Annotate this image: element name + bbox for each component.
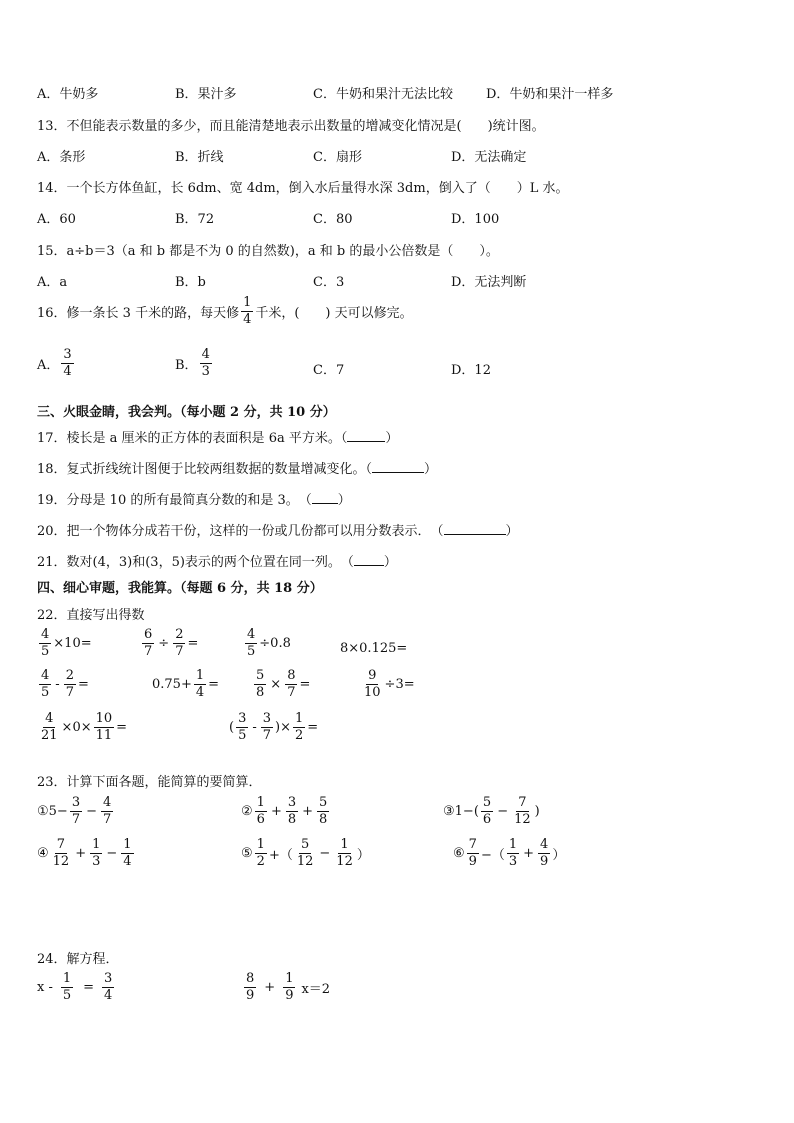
q23-item-1 [37, 796, 115, 826]
numerator: 3 [262, 711, 272, 726]
close-paren: ） [424, 462, 438, 477]
denominator: 7 [287, 684, 296, 700]
q14-option-b: B．72 [175, 212, 215, 227]
expr-text: 1−( [454, 803, 479, 819]
denominator: 7 [262, 727, 272, 743]
numerator: 5 [482, 795, 492, 810]
close-paren: ） [383, 555, 397, 570]
q16-option-d: D．12 [451, 363, 491, 378]
denominator: 9 [246, 987, 255, 1003]
fraction [94, 712, 115, 742]
fraction [101, 796, 113, 826]
q17-line [37, 427, 398, 446]
fraction [51, 838, 72, 868]
q22-item [37, 628, 92, 658]
q13-option-b: B．折线 [175, 150, 224, 165]
fraction [293, 712, 305, 742]
denominator: 7 [103, 811, 112, 827]
denominator: 4 [104, 987, 113, 1003]
operator: − [106, 845, 118, 861]
q23-heading: 23．计算下面各题，能简算的要简算． [37, 775, 262, 790]
denominator: 4 [243, 311, 252, 327]
fraction [245, 628, 257, 658]
operator: + [523, 845, 535, 861]
close-paren: ） [385, 431, 399, 446]
q15-option-a: A．a [37, 275, 68, 290]
expr-text: = [187, 635, 199, 651]
expr-text: ÷0.8 [259, 635, 291, 651]
numerator: 6 [144, 627, 153, 642]
denominator: 5 [62, 987, 72, 1003]
numerator: 3 [71, 795, 81, 810]
numerator: 3 [63, 347, 72, 362]
numerator: 1 [195, 668, 205, 683]
expr-text: ( [229, 719, 235, 735]
expr-text: x - [37, 979, 53, 995]
fraction [254, 669, 266, 699]
q15-option-d: D．无法判断 [451, 275, 527, 290]
numerator: 4 [41, 668, 50, 683]
q13-option-d: D．无法确定 [451, 150, 527, 165]
q22-item [152, 669, 219, 699]
fraction [61, 972, 73, 1002]
q22-item [252, 669, 310, 699]
q12-option-a: A．牛奶多 [37, 87, 99, 102]
numerator: 4 [247, 627, 256, 642]
option-label: B． [175, 357, 198, 373]
q16-option-a [37, 348, 76, 378]
operator: + [75, 845, 87, 861]
q13-option-a: A．条形 [37, 150, 86, 165]
numerator: 3 [238, 711, 247, 726]
operator: − [497, 803, 509, 819]
fraction [507, 838, 519, 868]
denominator: 7 [65, 684, 74, 700]
fraction [255, 838, 267, 868]
q22-item [243, 628, 291, 658]
operator: - [55, 676, 60, 692]
expr-text: )× [275, 719, 292, 735]
fraction [261, 712, 273, 742]
q23-item-4 [37, 838, 136, 868]
section-3-heading: 三、火眼金睛，我会判。（每小题 2 分，共 10 分） [37, 405, 336, 420]
fraction [194, 669, 206, 699]
q16-post: 千米，( ) 天可以修完。 [255, 305, 413, 321]
denominator: 12 [514, 811, 531, 827]
q14-option-c: C．80 [313, 212, 353, 227]
expr-text: = [299, 676, 311, 692]
fraction [295, 838, 316, 868]
q17-text: 17．棱长是 a 厘米的正方体的表面积是 6a 平方米。（ [37, 431, 348, 446]
numerator: 7 [56, 837, 66, 852]
q12-option-c: C．牛奶和果汁无法比较 [313, 87, 453, 102]
denominator: 4 [195, 684, 205, 700]
numerator: 1 [340, 837, 349, 852]
option-fraction [200, 348, 212, 378]
answer-blank[interactable] [354, 553, 384, 566]
fraction [244, 972, 256, 1002]
numerator: 2 [65, 668, 74, 683]
q23-item-2 [241, 796, 331, 826]
fraction [173, 628, 185, 658]
denominator: 3 [201, 363, 210, 379]
fraction [39, 628, 51, 658]
expr-text: ) [534, 803, 540, 819]
expr-text: ） [356, 847, 370, 863]
q16-option-b [175, 348, 214, 378]
q14-text: 14．一个长方体鱼缸，长 6dm、宽 4dm，倒入水后量得水深 3dm，倒入了（ ）L 水。 [37, 181, 569, 196]
q14-option-d: D．100 [451, 212, 500, 227]
q21-text: 21．数对(4，3)和(3，5)表示的两个位置在同一列。 （ [37, 555, 354, 570]
operator: ÷ [158, 635, 170, 651]
item-number: ① [37, 803, 49, 819]
expr-text: = [77, 676, 89, 692]
numerator: 1 [508, 837, 518, 852]
q23-item-5 [241, 838, 370, 868]
fraction [255, 796, 267, 826]
answer-blank[interactable] [372, 460, 424, 473]
expr-text: ） [552, 847, 566, 863]
q15-text: 15．a÷b＝3（a 和 b 都是不为 0 的自然数)，a 和 b 的最小公倍数是（ ）。 [37, 244, 499, 259]
q22-item [37, 669, 89, 699]
denominator: 12 [52, 853, 70, 869]
fraction [538, 838, 550, 868]
option-label: A． [37, 357, 60, 373]
numerator: 4 [201, 347, 210, 362]
answer-blank[interactable] [444, 522, 506, 535]
numerator: 1 [243, 295, 252, 310]
numerator: 1 [256, 795, 265, 810]
fraction [467, 838, 479, 868]
numerator: 8 [287, 668, 296, 683]
q20-line [37, 520, 519, 539]
q22-item [37, 712, 127, 742]
denominator: 6 [256, 811, 265, 827]
denominator: 4 [63, 363, 72, 379]
q15-option-b: B．b [175, 275, 206, 290]
denominator: 12 [296, 853, 314, 869]
answer-blank[interactable] [312, 491, 338, 504]
numerator: 3 [104, 971, 113, 986]
q16-pre: 16．修一条长 3 千米的路，每天修 [37, 305, 240, 321]
q19-text: 19．分母是 10 的所有最简真分数的和是 3。 （ [37, 493, 312, 508]
numerator: 5 [300, 837, 310, 852]
expr-text: ×0× [61, 719, 92, 735]
denominator: 7 [175, 643, 184, 659]
q23-item-3 [443, 796, 540, 826]
fraction [39, 669, 51, 699]
fraction [285, 669, 297, 699]
numerator: 5 [256, 668, 265, 683]
numerator: 1 [256, 837, 265, 852]
numerator: 7 [468, 837, 477, 852]
denominator: 6 [482, 811, 492, 827]
q24-equation-2 [238, 972, 330, 1002]
numerator: 4 [45, 711, 54, 726]
fraction [283, 972, 295, 1002]
q15-option-c: C．3 [313, 275, 345, 290]
close-paren: ） [337, 493, 351, 508]
denominator: 8 [287, 811, 297, 827]
denominator: 12 [336, 853, 353, 869]
fraction [512, 796, 533, 826]
numerator: 9 [368, 668, 377, 683]
numerator: 4 [103, 795, 112, 810]
numerator: 2 [175, 627, 184, 642]
q12-option-b: B．果汁多 [175, 87, 237, 102]
numerator: 4 [540, 837, 549, 852]
denominator: 21 [41, 727, 58, 743]
operator: × [270, 676, 282, 692]
expr-text: ×10= [53, 635, 92, 651]
expr-text: x＝2 [301, 981, 331, 997]
fraction [39, 712, 60, 742]
item-number: ⑤ [241, 845, 253, 861]
denominator: 7 [144, 643, 153, 659]
numerator: 1 [92, 837, 101, 852]
fraction [90, 838, 102, 868]
fraction [362, 669, 383, 699]
operator: = [83, 979, 95, 995]
q22-item [140, 628, 198, 658]
denominator: 5 [41, 684, 50, 700]
denominator: 9 [540, 853, 549, 869]
denominator: 4 [123, 853, 132, 869]
answer-blank[interactable] [347, 429, 385, 442]
q16-text [37, 296, 413, 326]
expr-text: −（ [480, 847, 505, 863]
q22-item [360, 669, 415, 699]
fraction [481, 796, 493, 826]
numerator: 1 [285, 971, 294, 986]
denominator: 5 [41, 643, 50, 659]
q16-fraction [241, 296, 253, 326]
denominator: 7 [71, 811, 81, 827]
denominator: 8 [319, 811, 328, 827]
fraction [286, 796, 298, 826]
q22-heading: 22．直接写出得数 [37, 608, 145, 623]
denominator: 5 [238, 727, 247, 743]
denominator: 5 [247, 643, 256, 659]
q16-option-c: C．7 [313, 363, 345, 378]
numerator: 3 [287, 795, 297, 810]
denominator: 2 [295, 727, 304, 743]
operator: − [86, 803, 98, 819]
numerator: 10 [95, 711, 113, 726]
q19-line [37, 489, 351, 508]
fraction [102, 972, 114, 1002]
operator: + [264, 979, 276, 995]
numerator: 8 [246, 971, 255, 986]
item-number: ② [241, 803, 253, 819]
fraction [64, 669, 76, 699]
q18-line [37, 458, 437, 477]
section-4-heading: 四、细心审题，我能算。（每题 6 分，共 18 分） [37, 581, 323, 596]
expr-text: ÷3= [384, 676, 415, 692]
q12-option-d: D．牛奶和果汁一样多 [486, 87, 614, 102]
fraction [70, 796, 82, 826]
numerator: 1 [123, 837, 132, 852]
operator: − [319, 845, 331, 861]
numerator: 7 [518, 795, 527, 810]
denominator: 9 [285, 987, 294, 1003]
operator: + [270, 803, 282, 819]
fraction [334, 838, 355, 868]
item-number: ⑥ [453, 845, 465, 861]
expr-text: 5− [48, 803, 68, 819]
q13-text: 13．不但能表示数量的多少，而且能清楚地表示出数量的增减变化情况是( )统计图。 [37, 119, 545, 134]
q13-option-c: C．扇形 [313, 150, 362, 165]
q20-text: 20．把一个物体分成若干份，这样的一份或几份都可以用分数表示． （ [37, 524, 444, 539]
item-number: ③ [443, 803, 455, 819]
numerator: 4 [41, 627, 50, 642]
denominator: 10 [364, 684, 381, 700]
q18-text: 18．复式折线统计图便于比较两组数据的数量增减变化。（ [37, 462, 373, 477]
denominator: 3 [92, 853, 101, 869]
q24-heading: 24．解方程． [37, 952, 119, 967]
q24-equation-1 [37, 972, 120, 1002]
expr-text: = [116, 719, 128, 735]
q21-line [37, 551, 397, 570]
close-paren: ） [505, 524, 519, 539]
q23-item-6 [453, 838, 565, 868]
fraction [121, 838, 133, 868]
denominator: 11 [95, 727, 113, 743]
denominator: 8 [256, 684, 265, 700]
numerator: 5 [319, 795, 328, 810]
denominator: 3 [508, 853, 518, 869]
denominator: 2 [256, 853, 265, 869]
item-number: ④ [37, 845, 49, 861]
q22-item: 8×0.125= [340, 641, 408, 656]
expr-text: = [208, 676, 220, 692]
q14-option-a: A．60 [37, 212, 76, 227]
denominator: 9 [468, 853, 477, 869]
fraction [142, 628, 154, 658]
operator: + [302, 803, 314, 819]
option-fraction [61, 348, 73, 378]
operator: - [252, 719, 257, 735]
numerator: 1 [295, 711, 304, 726]
fraction [236, 712, 248, 742]
expr-text: +（ [268, 847, 293, 863]
numerator: 1 [62, 971, 72, 986]
expr-text: = [307, 719, 319, 735]
expr-text: 0.75+ [152, 676, 192, 692]
q22-item [229, 712, 318, 742]
fraction [317, 796, 329, 826]
